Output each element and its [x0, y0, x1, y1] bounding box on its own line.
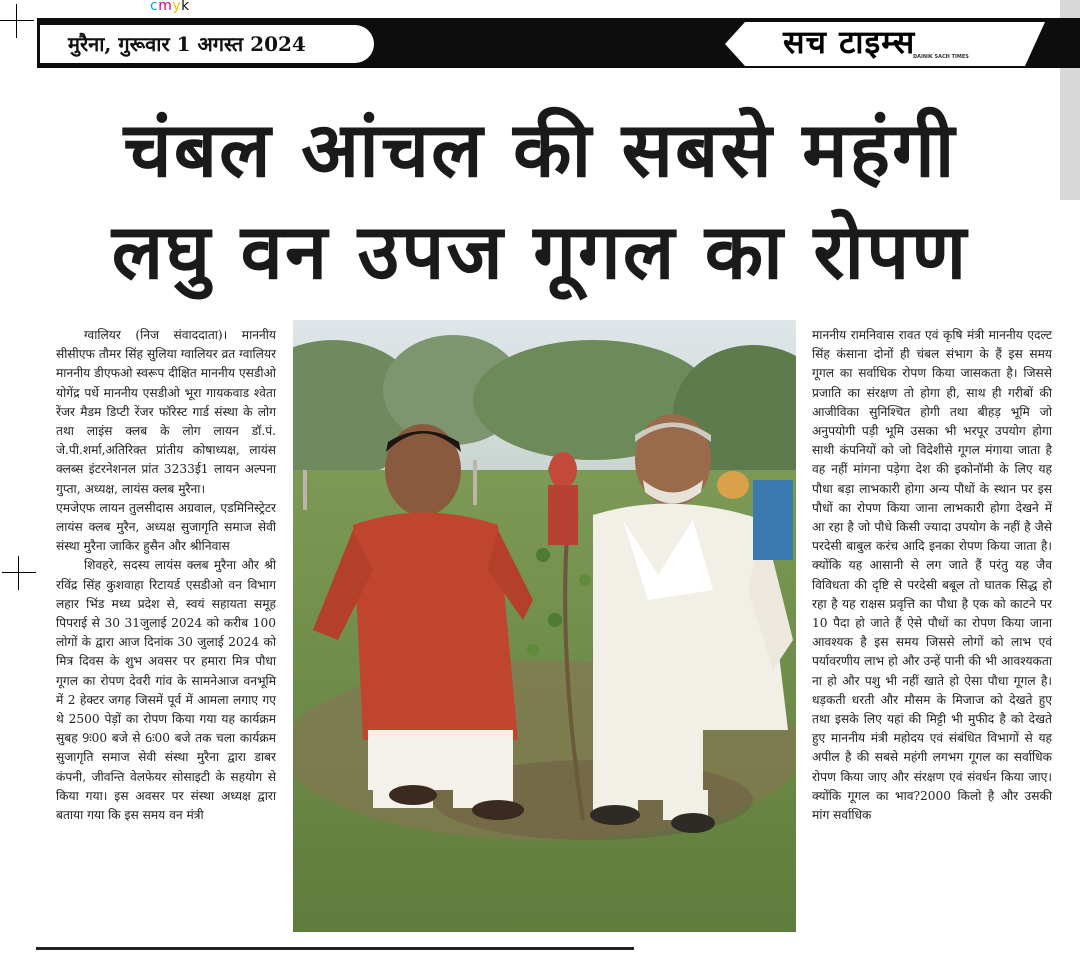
article-column-right	[812, 326, 1052, 825]
registration-mark-top	[0, 4, 34, 38]
cmyk-print-mark	[150, 0, 190, 14]
newspaper-brand: सच टाइम्स	[783, 23, 916, 61]
print-mark-letter: y	[172, 0, 182, 14]
print-mark-letter: m	[158, 0, 173, 14]
print-mark-letter: c	[150, 0, 159, 14]
date-line: मुरैना, गुरूवार 1 अगस्त 2024	[40, 25, 374, 63]
registration-mark-left	[2, 556, 36, 590]
newspaper-brand-sub: DAINIK SACH TIMES	[913, 54, 969, 60]
article-paragraph: ग्वालियर (निज संवाददाता)। माननीय सीसीएफ तौमर सिंह सुलिया ग्वालियर व्रत ग्वालियर माननीय डीएफओ स्वरूप दीक्षित माननीय एसडीओ योगेंद्र पर्धे माननीय एसडीओ भूरा गायकवाड श्वेता रेंजर मैडम डिप्टी रेंजर फॉरेस्ट गार्ड संस्था के लोग तथा लाइंस क्लब के लोग लायन डॉ.पं. जे.पी.शर्मा,अतिरिक्त प्रांतीय कोषाध्यक्ष, लायंस क्लब्स इंटरनेशनल प्रांत 3233ई1 लायन अल्पना गुप्ता, अध्यक्ष, लायंस क्लब मुरैना।	[56, 328, 276, 496]
headline-line-2: लघु वन उपज गूगल का रोपण	[111, 207, 969, 296]
article-photo	[293, 320, 796, 932]
photo-illustration	[293, 320, 796, 932]
headline-line-1: चंबल आंचल की सबसे महंगी	[123, 105, 957, 194]
article-column-left	[56, 326, 276, 825]
article-paragraph: शिवहरे, सदस्य लायंस क्लब मुरैना और श्री रविंद्र सिंह कुशवाहा रिटायर्ड एसडीओ वन विभाग लहार भिंड मध्य प्रदेश से, स्वयं सहायता समूह पिपराई से 30 31जुलाई 2024 को करीब 100 लोगों के द्वारा आज दिनांक 30 जुलाई 2024 को मित्र दिवस के शुभ अवसर पर हमारा मित्र पौधा गूगल का रोपण देवरी गांव के सामनेआज वनभूमि में 2 हेक्टर जगह जिसमें पूर्व में आमला लगाए गए थे 2500 पेड़ों का रोपण किया गया यह कार्यक्रम सुबह 9ः00 बजे से 6ः00 बजे तक चला कार्यक्रम सुजागृति समाज सेवी संस्था मुरैना द्वारा डाबर कंपनी, जीवन्ति वेलफेयर सोसाइटी के सहयोग से किया गया। इस अवसर पर संस्था अध्यक्ष द्वारा बताया गया कि इस समय वन मंत्री	[56, 558, 276, 823]
article-paragraph: माननीय रामनिवास रावत एवं कृषि मंत्री माननीय एदल्ट सिंह कंसाना दोनों ही चंबल संभाग के हैं इस समय गूगल का सर्वाधिक रोपण किया जासकता है। जिससे प्रजाति का संरक्षण तो होगा ही, साथ ही गरीबों की आजीविका सुनिश्चित होगी तथा बीहड़ भूमि जो अनुपयोगी पड़ी भूमि उसका भी भरपूर उपयोग होगा साथी कंपनियों को जो विदेशीसे गूगल मंगाया जाता है वह नहीं मांगना पड़ेगा देश की इकोनॉमी के लिए यह पौधा बड़ा लाभकारी होगा अन्य पौधों के स्थान पर इस पौधों का रोपण किया जाना लाभकारी होगा देखने में आ रहा है जो पौधे किसी ज्यादा उपयोग के नहीं है जैसे परदेसी बाबुल करंच आदि इनका रोपण किया जाता है। क्योंकि यह आसानी से लग जाते हैं परंतु यह जैव विविधता की दृष्टि से परदेसी बबूल तो घातक सिद्ध हो रहा है यह राक्षस प्रवृत्ति का पौधा है एक को काटने पर 10 पैदा हो जाते हैं ऐसे पौधों का रोपण किया जाना आवश्यक है इस समय जिससे लोगों को लाभ एवं पर्यावरणीय लाभ हो और उन्हें पानी की भी आवश्यकता ना हो और पशु भी नहीं खाते हो ऐसा पौधा गूगल है। धड़कती धरती और मौसम के मिजाज को देखते हुए तथा इसके लिए यहां की मिट्टी भी मुफीद है को देखते हुए माननीय मंत्री महोदय एवं संबंधित विभागों से यह अपील है की सबसे महंगी लगभग गूगल का सर्वाधिक रोपण किया जाए और संरक्षण एवं संवर्धन किया जाए। क्योंकि गूगल का भाव?2000 किलो है और उसकी मांग सर्वाधिक	[812, 328, 1052, 823]
print-mark-letter: k	[181, 0, 190, 14]
article-paragraph: एमजेएफ लायन तुलसीदास अग्रवाल, एडमिनिस्ट्रेटर लायंस क्लब मुरैन, अध्यक्ष सुजागृति समाज सेवी संस्था मुरैना जाकिर हुसैन और श्रीनिवास	[56, 500, 276, 554]
bottom-rule	[36, 947, 634, 950]
